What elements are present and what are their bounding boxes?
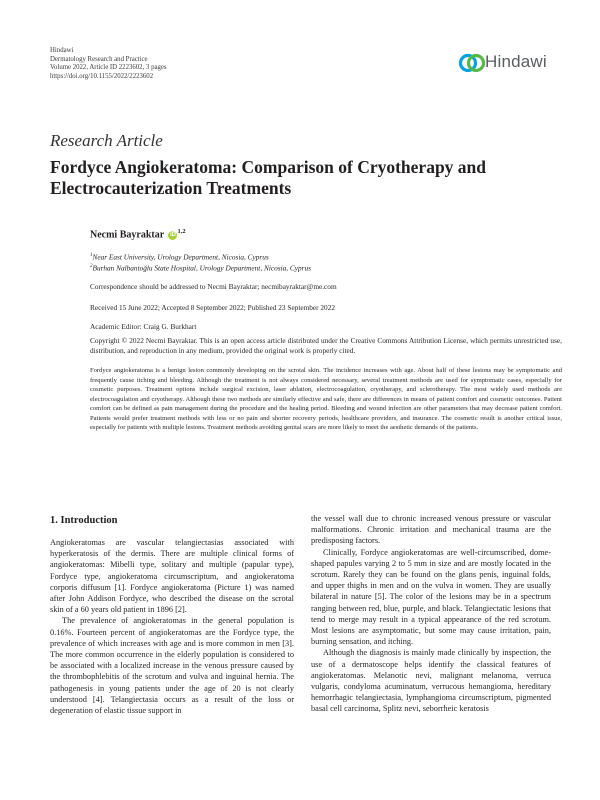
affil-text: Burhan Nalbantoğlu State Hospital, Urology Department, Nicosia, Cyprus <box>92 263 312 273</box>
author-affil-marks: 1,2 <box>177 228 186 235</box>
correspondence: Correspondence should be addressed to Necmi Bayraktar; necmibayraktar@me.com <box>90 282 337 291</box>
paragraph: Angiokeratomas are vascular telangiectasias associated with hyperkeratosis of the dermis. There are multiple clinical forms of angiokeratomas: Mibelli type, solitary and multiple (papular type), Fordyce type, angiokeratoma circumscriptum, and angiokeratoma corporis diffusum [1]. Fordyce angiokeratoma (Picture 1) was named after John Addison Fordyce, who described the disease on the scrotal skin of a 60 years old patient in 1896 [2]. <box>50 538 294 615</box>
affil-text: Near East University, Urology Department, Nicosia, Cyprus <box>92 252 269 262</box>
author-line <box>90 228 186 240</box>
logo-text: Hindawi <box>485 52 547 71</box>
orcid-icon[interactable]: iD <box>169 232 176 239</box>
academic-editor: Academic Editor: Craig G. Burkhart <box>90 322 197 331</box>
publisher-name: Hindawi <box>50 47 74 54</box>
affil-num: 1 <box>90 253 93 258</box>
article-title: Fordyce Angiokeratoma: Comparison of Cryotherapy and Electrocauterization Treatments <box>50 157 487 198</box>
article-type: Research Article <box>50 131 163 150</box>
body-column-right <box>311 513 551 715</box>
affil-num: 2 <box>90 264 93 269</box>
publication-dates: Received 15 June 2022; Accepted 8 September 2022; Published 23 September 2022 <box>90 303 336 312</box>
paragraph: the vessel wall due to chronic increased venous pressure or vascular malformations. Chronic irritation and mechanical trauma are the predisposing factors. <box>311 514 551 546</box>
paragraph: Although the diagnosis is mainly made clinically by inspection, the use of a dermatoscope helps identify the classical features of angiokeratomas. Melanotic nevi, malignant melanoma, verruca vulgaris, condyloma acuminatum, verrucous hemangioma, hereditary hemorrhagic telangiectasia, lymphangioma circumscriptum, pigmented basal cell carcinoma, Splitz nevi, seborrheic keratosis <box>311 648 551 714</box>
paragraph: Clinically, Fordyce angiokeratomas are well-circumscribed, dome-shaped papules varying 2 to 5 mm in size and are mostly located in the scrotum. Rarely they can be found on the glans penis, inguinal folds, and upper thighs in men and on the vulva in women. They are usually bilateral in nature [5]. The color of the lesions may be in a spectrum ranging between red, blue, purple, and black. Telangiectatic lesions that tend to merge may result in a typical appearance of the red scrotum. Most lesions are asymptomatic, but some may cause irritation, pain, burning sensation, and itching. <box>311 547 551 647</box>
paragraph: The prevalence of angiokeratomas in the general population is 0.16%. Fourteen percent of angiokeratomas are the Fordyce type, the prevalence of which increases with age and is more common in men [3]. The more common occurrence in the elderly population is considered to be associated with a localized increase in the venous pressure caused by the thrombophlebitis of the scrotum and vulva and inguinal hernia. The pathogenesis in young patients under the age of 20 is not clearly understood [4]. Telangiectasia occurs as a result of the loss or degeneration of elastic tissue support in <box>50 616 294 716</box>
journal-name: Dermatology Research and Practice <box>50 55 148 63</box>
affiliation-1 <box>90 251 269 262</box>
journal-meta <box>50 47 167 81</box>
author-name: Necmi Bayraktar <box>90 229 164 241</box>
doi-link[interactable]: https://doi.org/10.1155/2022/2223602 <box>50 72 154 80</box>
body-column-left <box>50 537 294 716</box>
affiliation-2 <box>90 262 311 273</box>
abstract: Fordyce angiokeratoma is a benign lesion commonly developing on the scrotal skin. The incidence increases with age. About half of these lesions may be symptomatic and frequently cause itching and bleeding. Although the treatment is not always considered necessary, several treatment methods are used for symptomatic cases, especially for cosmetic purposes. Treatment options include surgical excision, laser ablation, electrocoagulation, cryotherapy, and sclerotherapy. The most widely used methods are electrocoagulation and cryotherapy. Although these two methods are similarly effective and safe, there are differences in means of patient comfort and cosmetic outcomes. Patient comfort can be defined as pain management during the procedure and the healing period. Bleeding and wound infection are other parameters that may decrease patient comfort. Patients would prefer treatment methods with less or no pain and shorter recovery periods, healthcare providers, and insurance. The cosmetic result is another critical issue, especially for patients with multiple lesions. Treatment methods avoiding genital scars are more likely to meet the aesthetic demands of the patients. <box>90 367 562 431</box>
volume-info: Volume 2022, Article ID 2223602, 3 pages <box>50 64 167 72</box>
copyright-notice: Copyright © 2022 Necmi Bayraktar. This is an open access article distributed under the Creative Commons Attribution License, which permits unrestricted use, distribution, and reproduction in any medium, provided the original work is properly cited. <box>90 336 562 355</box>
section-heading-introduction: 1. Introduction <box>50 515 118 526</box>
